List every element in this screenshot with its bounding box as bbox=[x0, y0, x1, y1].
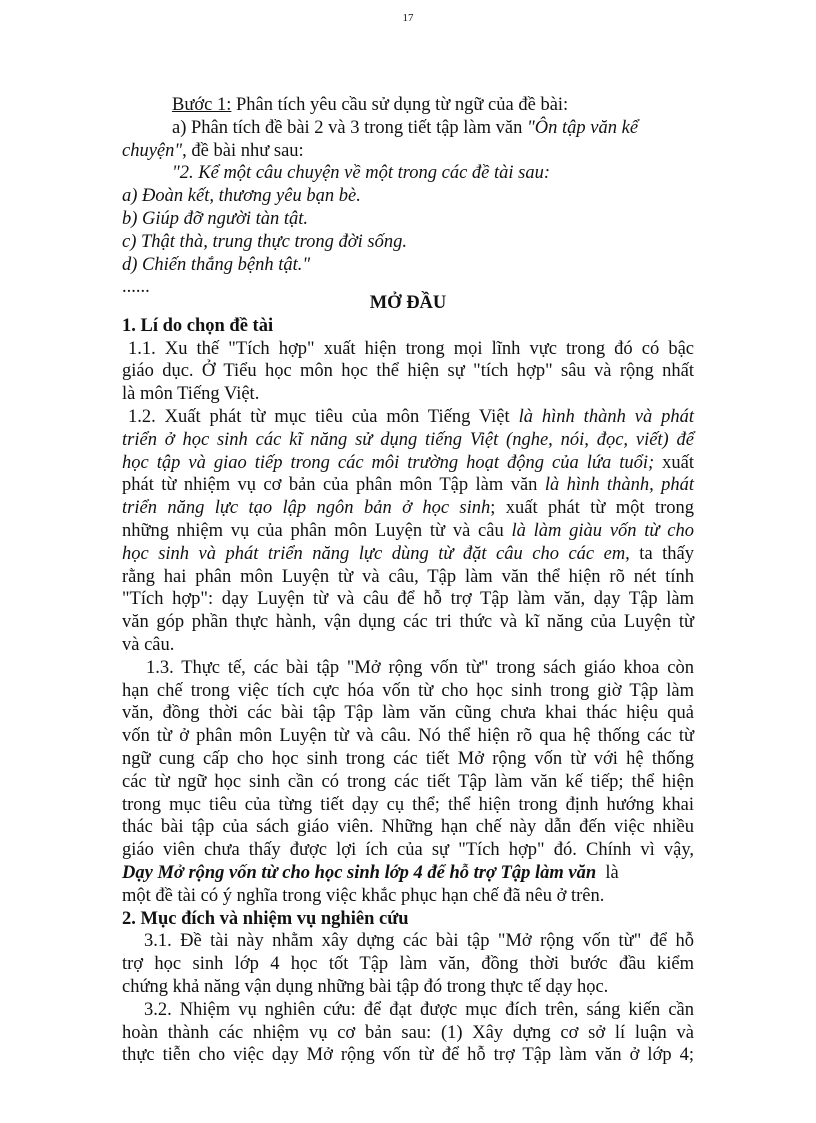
section-2-title: 2. Mục đích và nhiệm vụ nghiên cứu bbox=[122, 908, 409, 929]
page-number: 17 bbox=[402, 12, 414, 24]
paragraph-line: chứng khả năng vận dụng những bài tập đó trong thực tế dạy học. bbox=[122, 976, 609, 997]
paragraph-line: 1.1. Xu thế "Tích hợp" xuất hiện trong mọi lĩnh vực trong đó có bậc bbox=[128, 338, 694, 359]
step-label: Bước 1: bbox=[172, 95, 232, 115]
bold-title-run: Dạy Mở rộng vốn từ cho học sinh lớp 4 để hỗ trợ Tập làm văn bbox=[122, 862, 597, 883]
paragraph-line: văn, đồng thời các bài tập Tập làm văn cũng chưa khai thác hiệu quả bbox=[122, 703, 694, 724]
paragraph-line bbox=[122, 474, 694, 497]
paragraph-line: và câu. bbox=[122, 634, 175, 655]
italic-run: triển năng lực tạo lập ngôn bản ở học sinh bbox=[122, 498, 491, 519]
paragraph-line bbox=[122, 543, 694, 566]
topic-option-b: b) Giúp đỡ người tàn tật. bbox=[122, 208, 309, 229]
paragraph-line bbox=[122, 497, 694, 520]
paragraph-line: giáo dục. Ở Tiểu học môn học thể hiện sự "tích hợp" sâu và rộng nhất bbox=[122, 361, 694, 382]
part-a-quote-end: chuyện" bbox=[122, 140, 183, 161]
paragraph-line: "Tích hợp": dạy Luyện từ và câu để hỗ trợ Tập làm văn, dạy Tập làm bbox=[122, 589, 694, 610]
paragraph-line: triển ở học sinh các kĩ năng sử dụng tiếng Việt (nghe, nói, đọc, viết) để bbox=[122, 429, 694, 450]
topic-quote: "2. Kể một câu chuyện về một trong các đề tài sau: bbox=[172, 163, 551, 184]
topic-option-d: d) Chiến thắng bệnh tật." bbox=[122, 254, 311, 275]
paragraph-line: 3.2. Nhiệm vụ nghiên cứu: để đạt được mục đích trên, sáng kiến cần bbox=[144, 999, 694, 1020]
text-run: xuất bbox=[654, 452, 694, 473]
example-section bbox=[122, 94, 694, 299]
part-a-text-end: , đề bài như sau: bbox=[182, 140, 304, 161]
italic-run: là hình thành, phát bbox=[544, 475, 695, 496]
paragraph-line: vốn từ ở phân môn Luyện từ và câu. Nó thể hiện rõ qua hệ thống các từ bbox=[122, 726, 694, 747]
italic-run: là hình thành và phát bbox=[518, 406, 694, 427]
text-run: ta thấy bbox=[629, 543, 694, 564]
paragraph-line bbox=[122, 406, 694, 429]
paragraph-line: hoàn thành các nhiệm vụ cơ bản sau: (1) Xây dựng cơ sở lí luận và bbox=[122, 1022, 694, 1043]
italic-run: là làm giàu vốn từ cho bbox=[511, 520, 694, 541]
text-run: là bbox=[596, 862, 619, 883]
ellipsis: ...... bbox=[122, 277, 150, 298]
paragraph-line: hạn chế trong việc tích cực hóa vốn từ cho học sinh trong giờ Tập làm bbox=[122, 680, 694, 701]
paragraph-line: văn góp phần thực hành, vận dụng các tri thức và kĩ năng của Luyện từ bbox=[122, 612, 694, 633]
paragraph-line: giáo viên chưa thấy được lợi ích của sự "Tích hợp" đó. Chính vì vậy, bbox=[122, 840, 694, 861]
part-a-line bbox=[122, 117, 694, 140]
part-a-line-2 bbox=[122, 140, 694, 163]
italic-run: học tập và giao tiếp trong các môi trường hoạt động của lứa tuổi; bbox=[122, 452, 655, 473]
paragraph-line: thác bài tập của sách giáo viên. Những hạn chế này dẫn đến việc nhiều bbox=[122, 817, 694, 838]
part-a-quote: "Ôn tập văn kể bbox=[527, 117, 639, 138]
paragraph-line: 1.3. Thực tế, các bài tập "Mở rộng vốn từ" trong sách giáo khoa còn bbox=[146, 657, 694, 678]
text-run: 1.2. Xuất phát từ mục tiêu của môn Tiếng Việt bbox=[128, 406, 519, 427]
paragraph-line: là môn Tiếng Việt. bbox=[122, 384, 260, 405]
part-a-text: a) Phân tích đề bài 2 và 3 trong tiết tập làm văn bbox=[172, 117, 527, 138]
paragraph-line bbox=[122, 862, 694, 885]
paragraph-line: thực tiễn cho việc dạy Mở rộng vốn từ để hỗ trợ Tập làm văn ở lớp 4; bbox=[122, 1045, 694, 1066]
page-title: MỞ ĐẦU bbox=[369, 293, 447, 313]
italic-run: học sinh và phát triển năng lực dùng từ đặt câu cho các em, bbox=[122, 543, 630, 564]
step-text: Phân tích yêu cầu sử dụng từ ngữ của đề bài: bbox=[231, 95, 569, 115]
section-1-title: 1. Lí do chọn đề tài bbox=[122, 315, 274, 336]
topic-option-a: a) Đoàn kết, thương yêu bạn bè. bbox=[122, 186, 361, 207]
paragraph-line bbox=[122, 520, 694, 543]
paragraph-line: 3.1. Đề tài này nhằm xây dựng các bài tập "Mở rộng vốn từ" để hỗ bbox=[144, 931, 694, 952]
paragraph-line: một đề tài có ý nghĩa trong việc khắc phục hạn chế đã nêu ở trên. bbox=[122, 885, 605, 906]
step-line bbox=[122, 94, 694, 117]
topic-option-c: c) Thật thà, trung thực trong đời sống. bbox=[122, 231, 407, 252]
text-run: những nhiệm vụ của phân môn Luyện từ và câu bbox=[122, 520, 512, 541]
paragraph-line: rằng hai phân môn Luyện từ và câu, Tập làm văn thể hiện rõ nét tính bbox=[122, 566, 694, 587]
text-run: ; xuất phát từ một trong bbox=[490, 498, 695, 519]
paragraph-line: các từ ngữ học sinh cần có trong các tiết Tập làm văn kế tiếp; thể hiện bbox=[122, 771, 694, 792]
paragraph-line: ngữ cung cấp cho học sinh trong các tiết Mở rộng vốn từ với hệ thống bbox=[122, 748, 694, 769]
paragraph-line: trong mục tiêu của từng tiết dạy cụ thể; thể hiện trong định hướng khai bbox=[122, 794, 694, 815]
paragraph-line bbox=[122, 452, 694, 475]
main-section bbox=[122, 292, 694, 1067]
text-run: phát từ nhiệm vụ cơ bản của phân môn Tập làm văn bbox=[122, 475, 545, 496]
paragraph-line: trợ học sinh lớp 4 học tốt Tập làm văn, đồng thời bước đầu kiểm bbox=[122, 954, 694, 975]
